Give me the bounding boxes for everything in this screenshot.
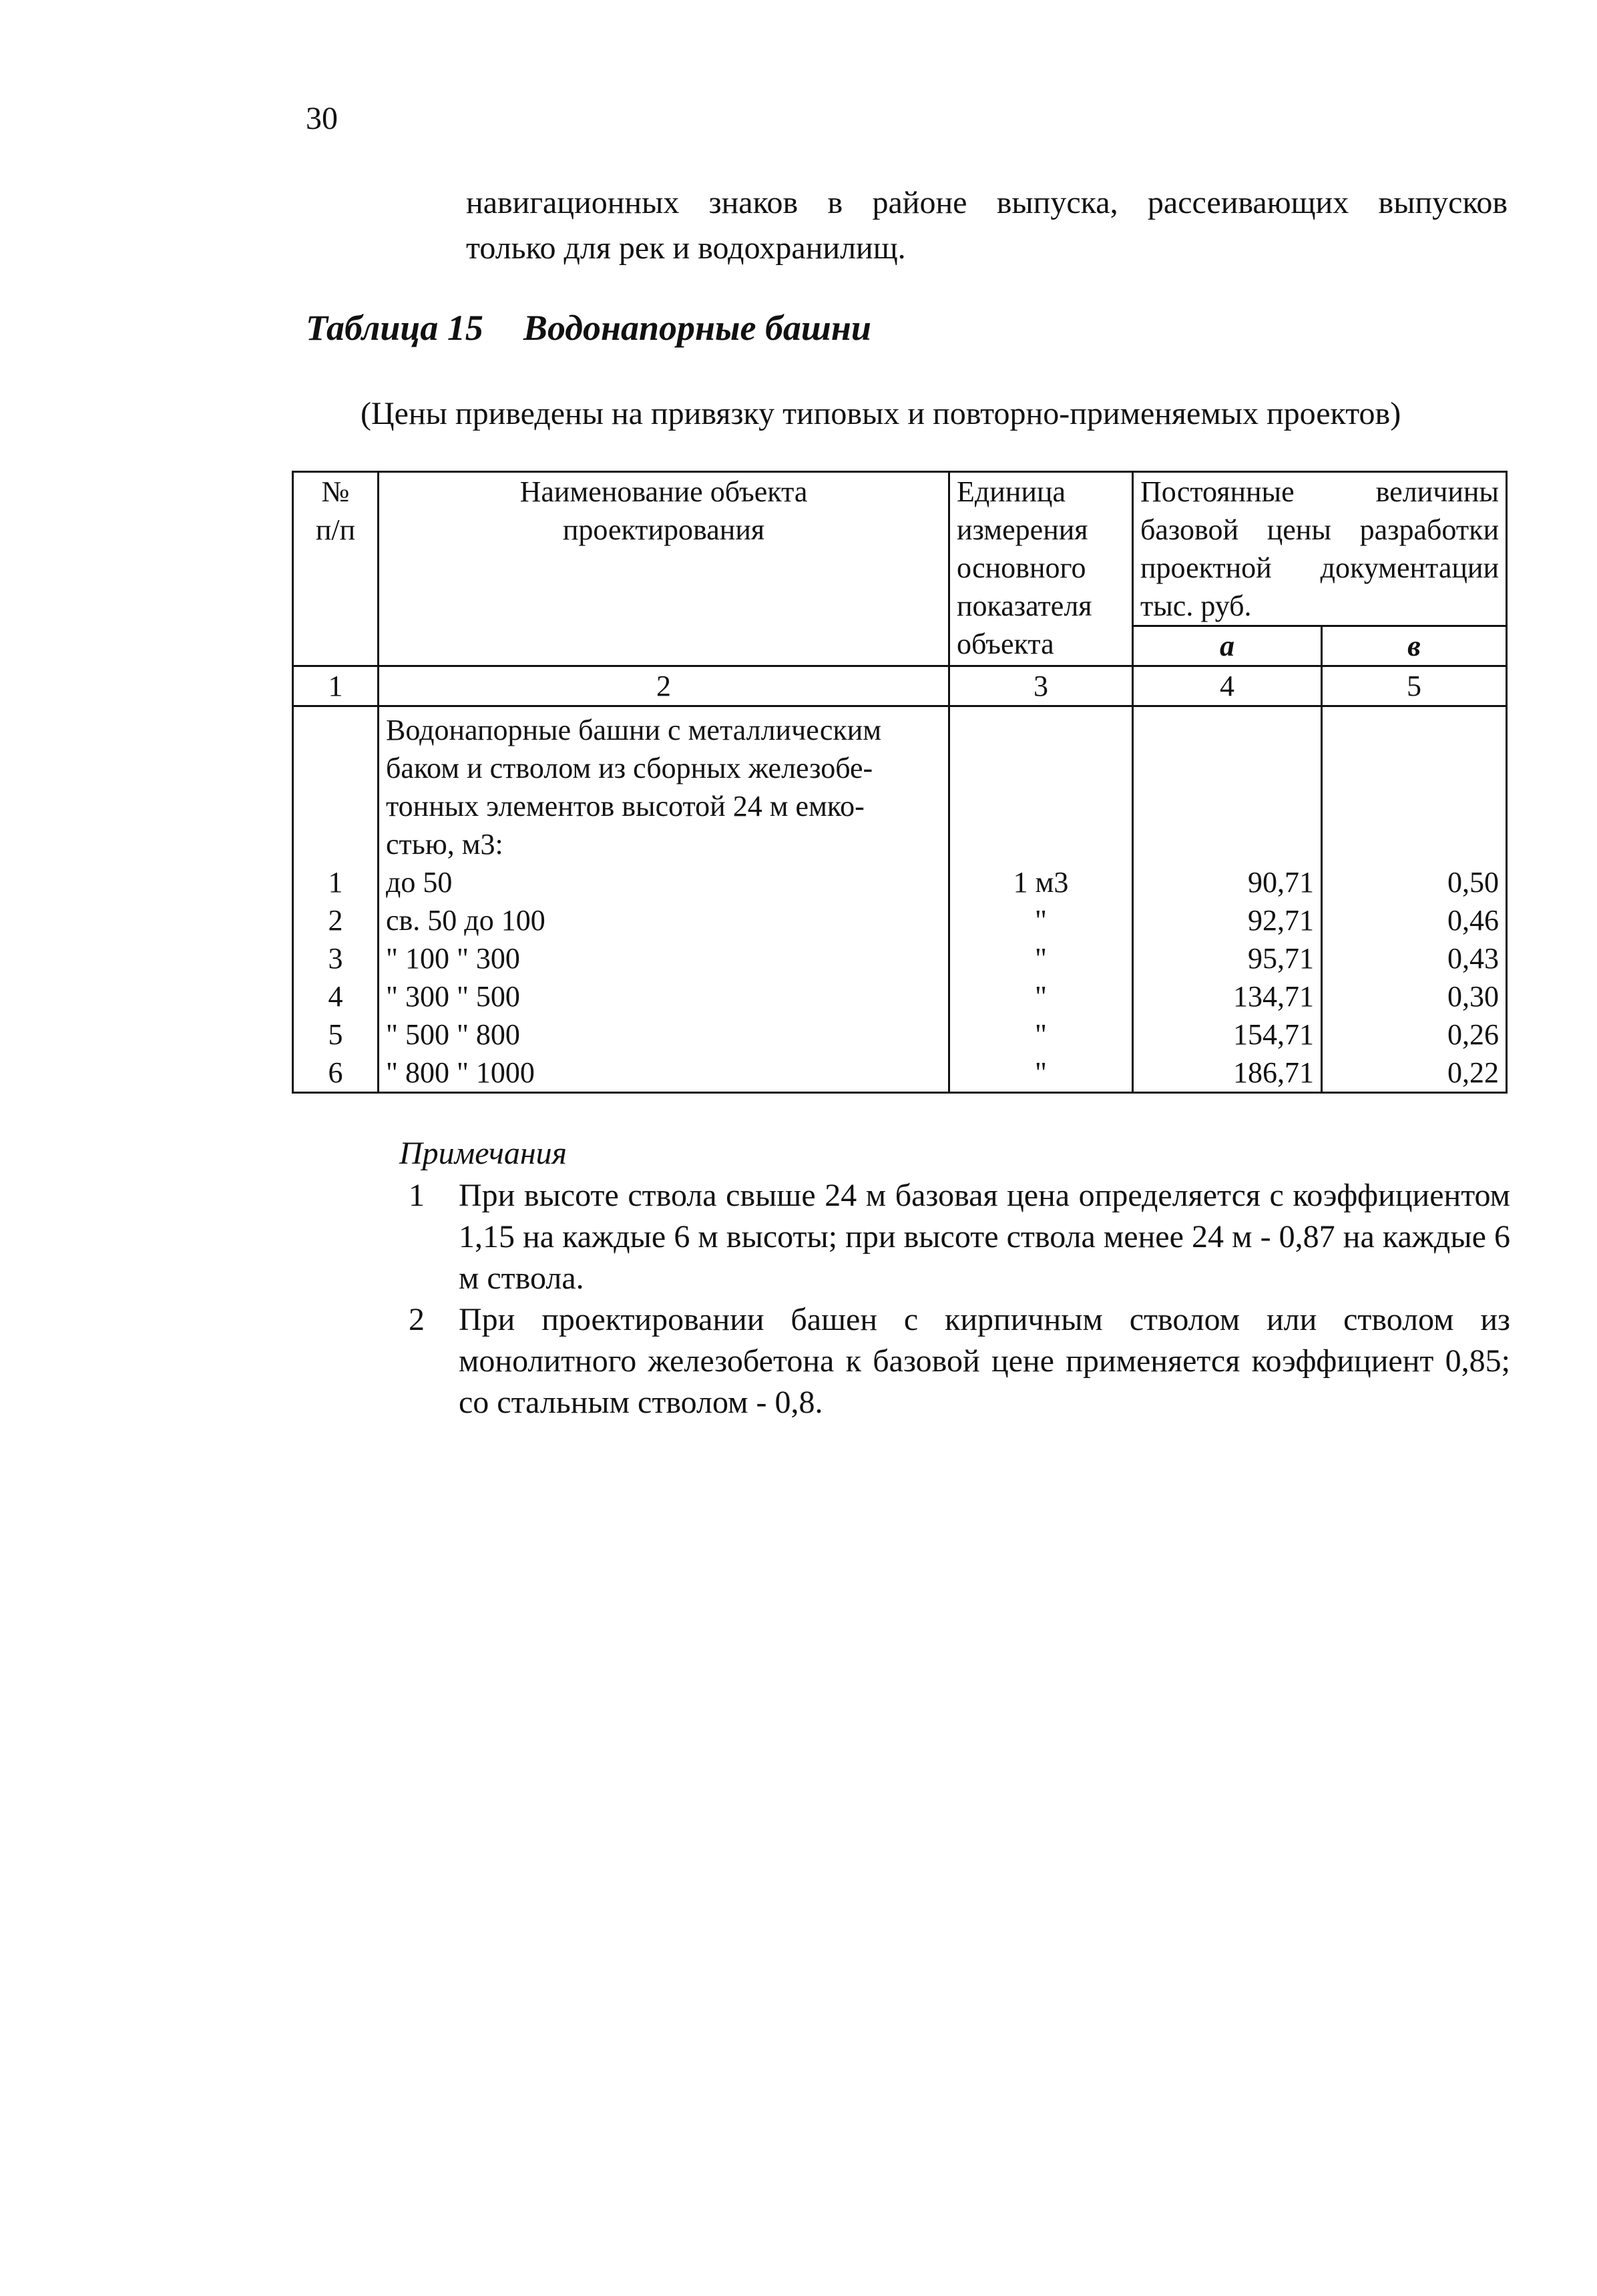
row-value-a: 90,71 xyxy=(1133,863,1322,901)
row-value-a: 95,71 xyxy=(1133,939,1322,977)
column-index-row xyxy=(293,666,1507,706)
column-index: 3 xyxy=(949,666,1133,706)
row-value-b: 0,22 xyxy=(1322,1054,1507,1093)
column-index: 2 xyxy=(379,666,949,706)
row-unit: " xyxy=(949,1054,1133,1093)
row-name: до 50 xyxy=(379,863,949,901)
table-caption xyxy=(306,307,871,349)
header-row xyxy=(293,472,1507,626)
row-value-a: 186,71 xyxy=(1133,1054,1322,1093)
header-unit-line: объекта xyxy=(957,628,1054,660)
table-row xyxy=(293,1054,1507,1093)
intro-line-1: навигационных знаков в районе выпуска, рассеивающих выпусков xyxy=(466,185,1508,220)
row-num: 2 xyxy=(293,901,379,939)
table-row xyxy=(293,863,1507,901)
row-value-a: 154,71 xyxy=(1133,1015,1322,1054)
price-table xyxy=(292,471,1508,1094)
header-name xyxy=(379,472,949,666)
group-b-cell xyxy=(1322,706,1507,864)
row-value-b: 0,26 xyxy=(1322,1015,1507,1054)
header-unit-line: Единица xyxy=(957,475,1066,508)
row-name: св. 50 до 100 xyxy=(379,901,949,939)
row-name: " 100 " 300 xyxy=(379,939,949,977)
row-value-b: 0,43 xyxy=(1322,939,1507,977)
row-name: " 500 " 800 xyxy=(379,1015,949,1054)
group-title xyxy=(379,706,949,864)
header-col-b: в xyxy=(1322,626,1507,666)
row-value-b: 0,50 xyxy=(1322,863,1507,901)
header-num-line: № xyxy=(321,475,350,508)
notes-list xyxy=(409,1175,1510,1423)
row-unit: 1 м3 xyxy=(949,863,1133,901)
group-title-line: баком и стволом из сборных железобе- xyxy=(386,752,873,784)
row-value-b: 0,30 xyxy=(1322,977,1507,1015)
row-num: 6 xyxy=(293,1054,379,1093)
group-title-line: Водонапорные башни с металлическим xyxy=(386,714,882,746)
header-unit xyxy=(949,472,1133,666)
note-text: При проектировании башен с кирпичным стволом или стволом из монолитного железобетона к базовой цене применяется коэффициент 0,85; со стальным стволом - 0,8. xyxy=(459,1302,1510,1420)
column-index: 1 xyxy=(293,666,379,706)
row-unit: " xyxy=(949,939,1133,977)
row-value-a: 92,71 xyxy=(1133,901,1322,939)
page-number: 30 xyxy=(306,101,338,136)
table-title: Водонапорные башни xyxy=(523,308,871,348)
column-index: 5 xyxy=(1322,666,1507,706)
header-const-line: проектной документации xyxy=(1140,551,1499,584)
row-unit: " xyxy=(949,977,1133,1015)
row-value-a: 134,71 xyxy=(1133,977,1322,1015)
table-label: Таблица 15 xyxy=(306,308,483,348)
row-num: 5 xyxy=(293,1015,379,1054)
row-unit: " xyxy=(949,1015,1133,1054)
table-row xyxy=(293,977,1507,1015)
header-num xyxy=(293,472,379,666)
header-num-line: п/п xyxy=(315,513,356,546)
header-constants xyxy=(1133,472,1507,626)
intro-paragraph xyxy=(466,180,1508,271)
group-title-row xyxy=(293,706,1507,864)
table-row xyxy=(293,939,1507,977)
row-unit: " xyxy=(949,901,1133,939)
note-text: При высоте ствола свыше 24 м базовая цена определяется с коэффициентом 1,15 на каждые 6 м высоты; при высоте ствола менее 24 м - 0,87 на каждые 6 м ствола. xyxy=(459,1178,1510,1296)
column-index: 4 xyxy=(1133,666,1322,706)
row-name: " 300 " 500 xyxy=(379,977,949,1015)
group-num-cell xyxy=(293,706,379,864)
note-item xyxy=(409,1299,1510,1423)
group-title-line: стью, м3: xyxy=(386,828,503,861)
table-subtitle: (Цены приведены на привязку типовых и повторно-применяемых проектов) xyxy=(361,396,1401,431)
group-unit-cell xyxy=(949,706,1133,864)
header-name-line: проектирования xyxy=(562,513,765,546)
group-a-cell xyxy=(1133,706,1322,864)
header-const-line: тыс. руб. xyxy=(1140,590,1252,622)
header-const-line: базовой цены разработки xyxy=(1140,513,1499,546)
table-row xyxy=(293,901,1507,939)
row-value-b: 0,46 xyxy=(1322,901,1507,939)
note-number: 1 xyxy=(409,1178,425,1213)
header-const-line: Постоянные величины xyxy=(1140,475,1499,508)
intro-line-2: только для рек и водохранилищ. xyxy=(466,230,906,266)
notes-title: Примечания xyxy=(399,1136,567,1171)
table-row xyxy=(293,1015,1507,1054)
row-name: " 800 " 1000 xyxy=(379,1054,949,1093)
note-item xyxy=(409,1175,1510,1299)
row-num: 4 xyxy=(293,977,379,1015)
header-unit-line: показателя xyxy=(957,590,1092,622)
row-num: 3 xyxy=(293,939,379,977)
header-unit-line: измерения xyxy=(957,513,1088,546)
note-number: 2 xyxy=(409,1302,425,1337)
row-num: 1 xyxy=(293,863,379,901)
header-name-line: Наименование объекта xyxy=(519,475,808,508)
header-col-a: а xyxy=(1133,626,1322,666)
header-unit-line: основного xyxy=(957,551,1086,584)
group-title-line: тонных элементов высотой 24 м емко- xyxy=(386,790,865,823)
